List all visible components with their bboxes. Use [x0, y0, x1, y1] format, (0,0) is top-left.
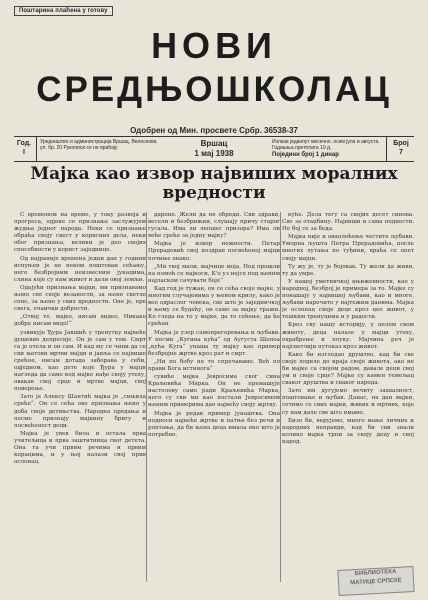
issue-number-value: 7	[399, 149, 403, 156]
year-value: I	[23, 149, 25, 156]
column-divider	[280, 212, 281, 582]
paragraph: Зато је Алексу Шантић мајка је „сињила среће“. Он се сећа ове признања њено у доба своје детињства. Народна предања и песме признају мајкину бригу и посвећеност деци.	[14, 394, 146, 429]
masthead-title-line2: СРЕДЊОШКОЛАЦ	[36, 70, 392, 109]
headline-line2: вредности	[162, 183, 266, 203]
postage-note: Поштарина плаћена у готову	[14, 6, 113, 16]
issue-date: 1 мај 1938	[194, 149, 234, 158]
place-date-cell	[164, 139, 264, 159]
paragraph: Мајка је извор нежности. Петар Прерадовић свој поздрав посвећеној мајци почиње овако:	[148, 241, 280, 262]
paragraph: Како би изгледао друштво, кад би све своје ходиле до краја своје живота, ако не би мајке са својом радом, давале деци свој ум и своје срце? Мајке су камен темељац сваког друштва и сваког народа.	[282, 351, 414, 387]
approval-note: Одобрен од Мин. просвете Србр. 36538-37	[130, 126, 298, 135]
article-column-2	[148, 212, 280, 592]
issue-info	[272, 139, 384, 158]
paragraph: Одајући признања мајци, ми признавамо њоно све своје везаности, за њене светле сене, за њене у свих вредности. Оне је, пре свега, очаички добрости.	[14, 284, 146, 313]
paragraph: Мајка је увек била и остала прва учитељица и прва заштитница свог детета. Она га учи првим речима и првим корацима, и у њој налази свој први ослонац.	[14, 430, 146, 466]
paragraph: дароне. Жели да не обреди. Сви здрави, весели и безбрижни, слушају причу старог гусала. Има ли лепшег призора? Има ли веће среће за једну мајку?	[148, 212, 280, 240]
quote: Ту жу је, ту је бојовак. Ту жели да живи, ту да умре.	[282, 263, 414, 277]
quote: „Ни по бобу не то спречавамо. Већ по прави Бога истинога“	[148, 358, 280, 372]
stamp-line1: БИБЛИОТЕКА	[354, 568, 397, 578]
paragraph: Бизо би, верујемо, много мање личних и народних неправди, кад би сви знали колико мајка трпи за своју децу и свој народ.	[282, 417, 414, 445]
paragraph: Кад год је тужан, он се сећа своје мајке, у многим случајевима у њеном крилу, како је вео одраслог човека, све што је заједничкој и њему се будећу, он само за мајку тражи. Ко гледа на то у мајке, да то сећење, да ће срећан	[148, 285, 280, 328]
quote: „Ми твој мали, мајчице моја, Нод прошли на помоћ се најкоси, К'о уз нејсе под њеним најласком сачувати боје“	[148, 263, 280, 284]
paragraph: Мајка је редак пример јунаштва. Она подноси највеће жртве и патње без речи и роптања, да би њена деца имала оно што је потребно.	[148, 410, 280, 438]
place-name: Вршац	[200, 139, 228, 148]
paragraph: Кроз сву нашу историју, у целом свом животу, деца налазе у мајци утеху, охрабрење и поуку. Мајчина реч је најсветлији путоказ кроз живот.	[282, 322, 414, 350]
article-column-1	[14, 212, 146, 592]
library-stamp	[337, 566, 414, 596]
header-divider	[36, 137, 37, 161]
column-divider	[146, 212, 147, 582]
issue-number-cell	[390, 139, 412, 157]
issue-number-label: Број	[393, 140, 409, 147]
paragraph: куће. Дела тегу са својих десет синова. Све за отаџбину. Највиши и сама поднести. Не бој се за беда.	[282, 212, 414, 233]
paragraph: узвикује Ђура Јакшић у тренутку највеће душевне депресије. Он је сам у том. Смрт га је отела и он сам. И кад му се чини да се сви његови мртви мајци и јавља се највише срећне, нисам дотада заборава у себи, одједном, као дете које Ђура у мајци нагледа да само код мајке нађе своју утеху, овакав свој срце и мртве мајци, свој поверење.	[14, 329, 146, 393]
header-info-bar	[14, 136, 414, 162]
paragraph: Од најраније времена једни дан у години испуњен је не неком поштован сећању, него безбројним неизвесним јунацима, слина које су нам живот и дали овој земљи.	[14, 255, 146, 283]
article-headline	[0, 165, 428, 203]
paragraph: сувиће мајка Јевросима свог сина Краљевића Марка. Он не премашује настолову само ради Краљевића Марка, него су сви ми као постали Јевросимом њеним примерима дао највећу своју жртву.	[148, 374, 280, 409]
year-label: Год.	[16, 140, 32, 147]
paragraph: Зато им дугујемо вечиту захвалност, поштовање и љубав. Данас, на дан мајки, сетимо се свих мајки, живих и мртвих, које су нам дале све што имамо.	[282, 388, 414, 416]
quote: „Отвој те, мајко, нисам видео, Никако добре нисам видо!“	[14, 314, 146, 328]
year-cell	[16, 139, 32, 157]
publication-frequency: Излази једанпут месечно, осим јула и августа. Годишња претплата 10 д.	[272, 139, 380, 151]
paragraph: У нашој уметничкој књижевности, као у народној, безброј је примера за то. Мајке су понашају у највишој љубави, као и многе, љубави нарочито у најтежим данима. Мајка је ослонац своје деце кроз цео живот, у тешким тренуцима и у радости.	[282, 278, 414, 321]
header-divider	[386, 137, 387, 161]
single-issue-price: Појединн број 1 динар	[272, 152, 339, 158]
masthead-title-line1: НОВИ	[151, 25, 277, 66]
headline-line1: Мајка као извор највиших моралних	[30, 164, 398, 184]
paragraph: С временом на време, у току развоја и прогреса, одјеке се признање заслужујем жудња једног народа. Неки се признање обраћа своју свест у корисних дела, неки обог признања, велики је део својих способности у корист заједнице.	[14, 212, 146, 254]
administration-info: Уредништво и администрација Вршац, Велесеова ул. бр. 20 Рукописи се не враћају	[40, 139, 157, 151]
paragraph: Мајка је узор самопрегоревања и љубави. У песми „Кугина кућа“ од Аугуста Шеноа „кућа Куга“ унаша ту мајку као пример безбројне жртве кроз рат и смрт.	[148, 329, 280, 357]
article-column-3	[282, 212, 414, 592]
stamp-line2: МАТИЦЕ СРПСКЕ	[350, 577, 403, 587]
paragraph: Мајка није и оваплоћење честите љубави. Уморна љушта Петра Прерадовића, после многих лутања по туђини, враћа се опет своју мајци.	[282, 234, 414, 262]
